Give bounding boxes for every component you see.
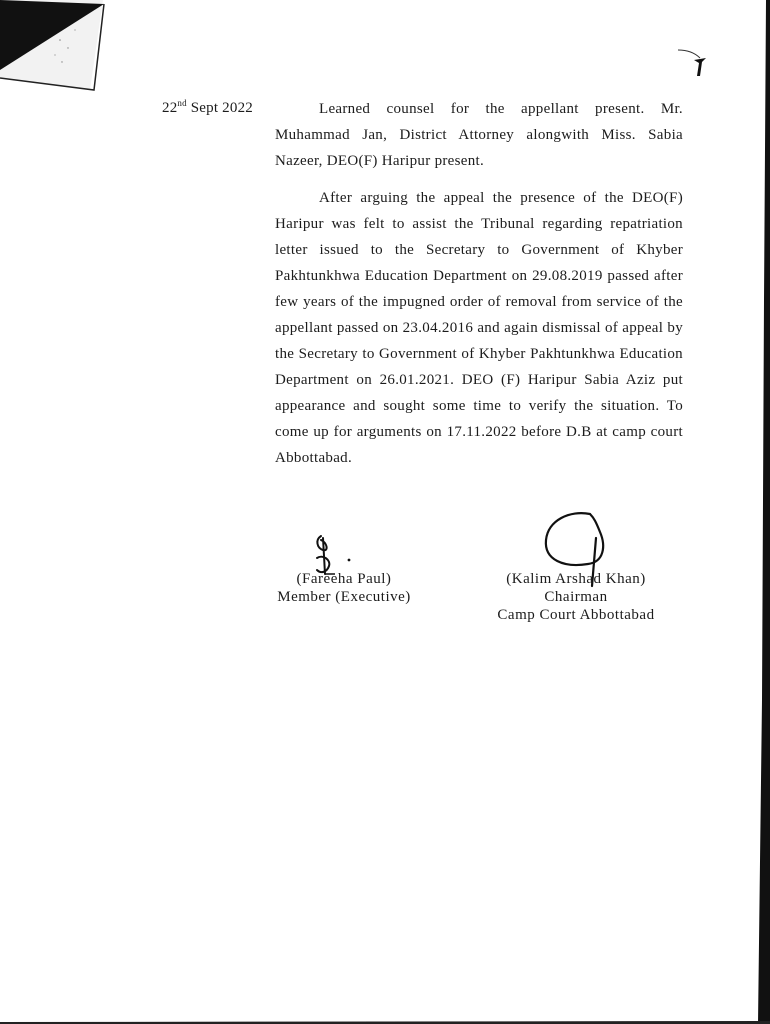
- signatory-name: (Kalim Arshad Khan): [506, 571, 646, 587]
- order-date: 22nd Sept 2022: [162, 98, 253, 116]
- signature-block-chairman: [478, 570, 674, 624]
- ink-mark: [672, 46, 716, 82]
- folded-corner: [0, 0, 112, 100]
- order-paragraph-2: After arguing the appeal the presence of the DEO(F) Haripur was felt to assist the Tribunal regarding repatriation letter issued to the Secretary to Government of Khyber Pakhtunkhwa Education Department on 29.08.2019 passed after few years of the impugned order of removal from service of the appellant passed on 23.04.2016 and again dismissal of appeal by the Secretary to Government of Khyber Pakhtunkhwa Education Department on 26.01.2021. DEO (F) Haripur Sabia Aziz put appearance and sought some time to verify the situation. To come up for arguments on 17.11.2022 before D.B at camp court Abbottabad.: [275, 190, 683, 466]
- scan-edge-right: [756, 0, 770, 1024]
- order-paragraph-1: Learned counsel for the appellant present. Mr. Muhammad Jan, District Attorney alongwith Miss. Sabia Nazeer, DEO(F) Haripur present.: [275, 101, 683, 169]
- signatory-location: Camp Court Abbottabad: [497, 607, 655, 623]
- signature-block-member: [266, 570, 422, 606]
- signatory-title: Member (Executive): [277, 589, 411, 605]
- signatory-title: Chairman: [544, 589, 608, 605]
- signatory-name: (Fareeha Paul): [296, 571, 392, 587]
- scan-edge-bottom: [0, 1016, 770, 1024]
